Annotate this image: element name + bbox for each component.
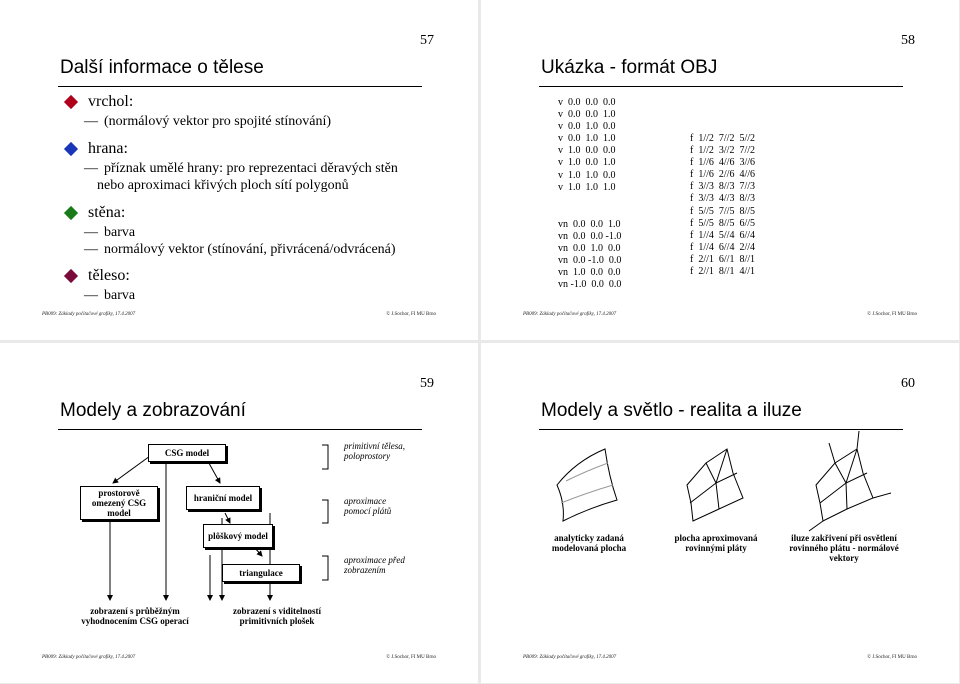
obj-face-lines	[690, 133, 755, 278]
footer-course: PB009: Základy počítačové grafiky, 17.4.2007	[42, 655, 136, 660]
obj-line: f 3//3 8//3 7//3	[690, 181, 755, 193]
slide-60	[481, 343, 959, 683]
output-visibility-render: zobrazení s viditelností primitivních plošek	[233, 606, 321, 626]
obj-line: v 1.0 0.0 0.0	[558, 145, 616, 157]
caption-analytic-surface: analyticky zadaná modelovaná plocha	[551, 533, 627, 553]
bullet-heading: hrana:	[88, 140, 128, 157]
footer-course: PB009: Základy počítačové grafiky, 17.4.2007	[42, 312, 136, 317]
obj-line: v 1.0 0.0 1.0	[558, 157, 616, 169]
obj-line: f 2//1 8//1 4//1	[690, 266, 755, 278]
obj-line: v 0.0 0.0 0.0	[558, 97, 616, 108]
slide-number: 57	[420, 33, 434, 48]
footer-author: © J.Sochor, FI MU Brno	[867, 655, 917, 660]
bullet-hrana	[62, 140, 128, 158]
slide-number: 60	[901, 376, 915, 391]
obj-line: v 0.0 1.0 0.0	[558, 121, 616, 133]
bullet-sub: — normálový vektor (stínování, přivrácená/odvrácená)	[84, 242, 396, 258]
boundary-model-box: hraniční model	[186, 486, 260, 510]
bullet-sub-continuation: nebo aproximaci křivých ploch sítí polygonů	[97, 178, 349, 193]
note-pre-render: aproximace před zobrazením	[344, 555, 405, 575]
diamond-bullet-icon	[64, 95, 78, 109]
obj-line: v 1.0 1.0 1.0	[558, 181, 616, 193]
obj-line: f 1//2 7//2 5//2	[690, 133, 755, 144]
bullet-sub: — příznak umělé hrany: pro reprezentaci děravých stěn	[84, 161, 398, 177]
curved-surface-icon	[557, 449, 617, 521]
bullet-heading: vrchol:	[88, 93, 134, 110]
triangulation-box: triangulace	[222, 564, 300, 582]
obj-normal-lines	[558, 219, 621, 292]
bullet-heading: těleso:	[88, 267, 130, 284]
obj-line: f 1//4 6//4 2//4	[690, 241, 755, 253]
diamond-bullet-icon	[64, 142, 78, 156]
bullet-sub: — barva	[84, 288, 135, 304]
title-rule	[539, 86, 903, 87]
slide-title: Modely a světlo - realita a iluze	[541, 400, 802, 421]
obj-vertex-lines	[558, 97, 616, 194]
obj-line: f 1//4 5//4 6//4	[690, 229, 755, 241]
note-patches: aproximace pomocí plátů	[344, 496, 392, 516]
obj-line: vn 0.0 0.0 -1.0	[558, 231, 622, 243]
bullet-sub: — barva	[84, 225, 135, 241]
csg-model-box: CSG model	[148, 444, 226, 462]
slide-title: Další informace o tělese	[60, 57, 264, 78]
slide-59	[0, 343, 478, 683]
obj-line: v 0.0 0.0 1.0	[558, 109, 616, 121]
obj-line: v 0.0 1.0 1.0	[558, 133, 616, 145]
footer-course: PB009: Základy počítačové grafiky, 17.4.2007	[523, 655, 617, 660]
bullet-vrchol	[62, 93, 133, 111]
bullet-teleso	[62, 267, 130, 285]
note-primitives: primitivní tělesa, poloprostory	[344, 441, 405, 461]
slide-number: 58	[901, 33, 915, 48]
obj-line: vn 0.0 -1.0 0.0	[558, 255, 622, 267]
bullet-sub: — (normálový vektor pro spojité stínování)	[84, 114, 331, 130]
surface-model-box: plôškový model	[203, 524, 273, 548]
bullet-stena	[62, 204, 125, 222]
obj-line: f 5//5 8//5 6//5	[690, 217, 755, 229]
obj-line: f 5//5 7//5 8//5	[690, 205, 755, 217]
obj-line: vn 0.0 1.0 0.0	[558, 243, 621, 255]
diamond-bullet-icon	[64, 206, 78, 220]
caption-normal-vectors: iluze zakřivení při osvětlení rovinného plátu - normálové vektory	[789, 533, 899, 563]
caption-approx-surface: plocha aproximovaná rovinnými pláty	[674, 533, 758, 553]
obj-line: vn 1.0 0.0 0.0	[558, 267, 621, 279]
shaded-patch-icon	[816, 449, 873, 521]
title-rule	[58, 86, 422, 87]
footer-course: PB009: Základy počítačové grafiky, 17.4.2007	[523, 312, 617, 317]
surface-illustrations	[481, 343, 959, 683]
obj-line: vn 0.0 0.0 1.0	[558, 219, 621, 230]
obj-line: f 1//6 2//6 4//6	[690, 169, 755, 181]
footer-author: © J.Sochor, FI MU Brno	[867, 312, 917, 317]
slide-title: Modely a zobrazování	[60, 400, 246, 421]
obj-line: vn -1.0 0.0 0.0	[558, 279, 622, 291]
slide-number: 59	[420, 376, 434, 391]
obj-line: f 2//1 6//1 8//1	[690, 253, 755, 265]
slide-title: Ukázka - formát OBJ	[541, 57, 718, 78]
obj-line: f 1//6 4//6 3//6	[690, 157, 755, 169]
bounded-csg-model-box: prostorově omezený CSG model	[80, 486, 158, 520]
output-csg-render: zobrazení s průběžným vyhodnocením CSG operací	[81, 606, 189, 626]
obj-line: f 1//2 3//2 7//2	[690, 145, 755, 157]
diamond-bullet-icon	[64, 269, 78, 283]
bullet-heading: stěna:	[88, 204, 126, 221]
footer-author: © J.Sochor, FI MU Brno	[386, 655, 436, 660]
slide-57	[0, 0, 478, 340]
slide-58	[481, 0, 959, 340]
obj-line: f 3//3 4//3 8//3	[690, 193, 755, 205]
obj-line: v 1.0 1.0 0.0	[558, 169, 616, 181]
footer-author: © J.Sochor, FI MU Brno	[386, 312, 436, 317]
faceted-surface-icon	[687, 449, 743, 521]
